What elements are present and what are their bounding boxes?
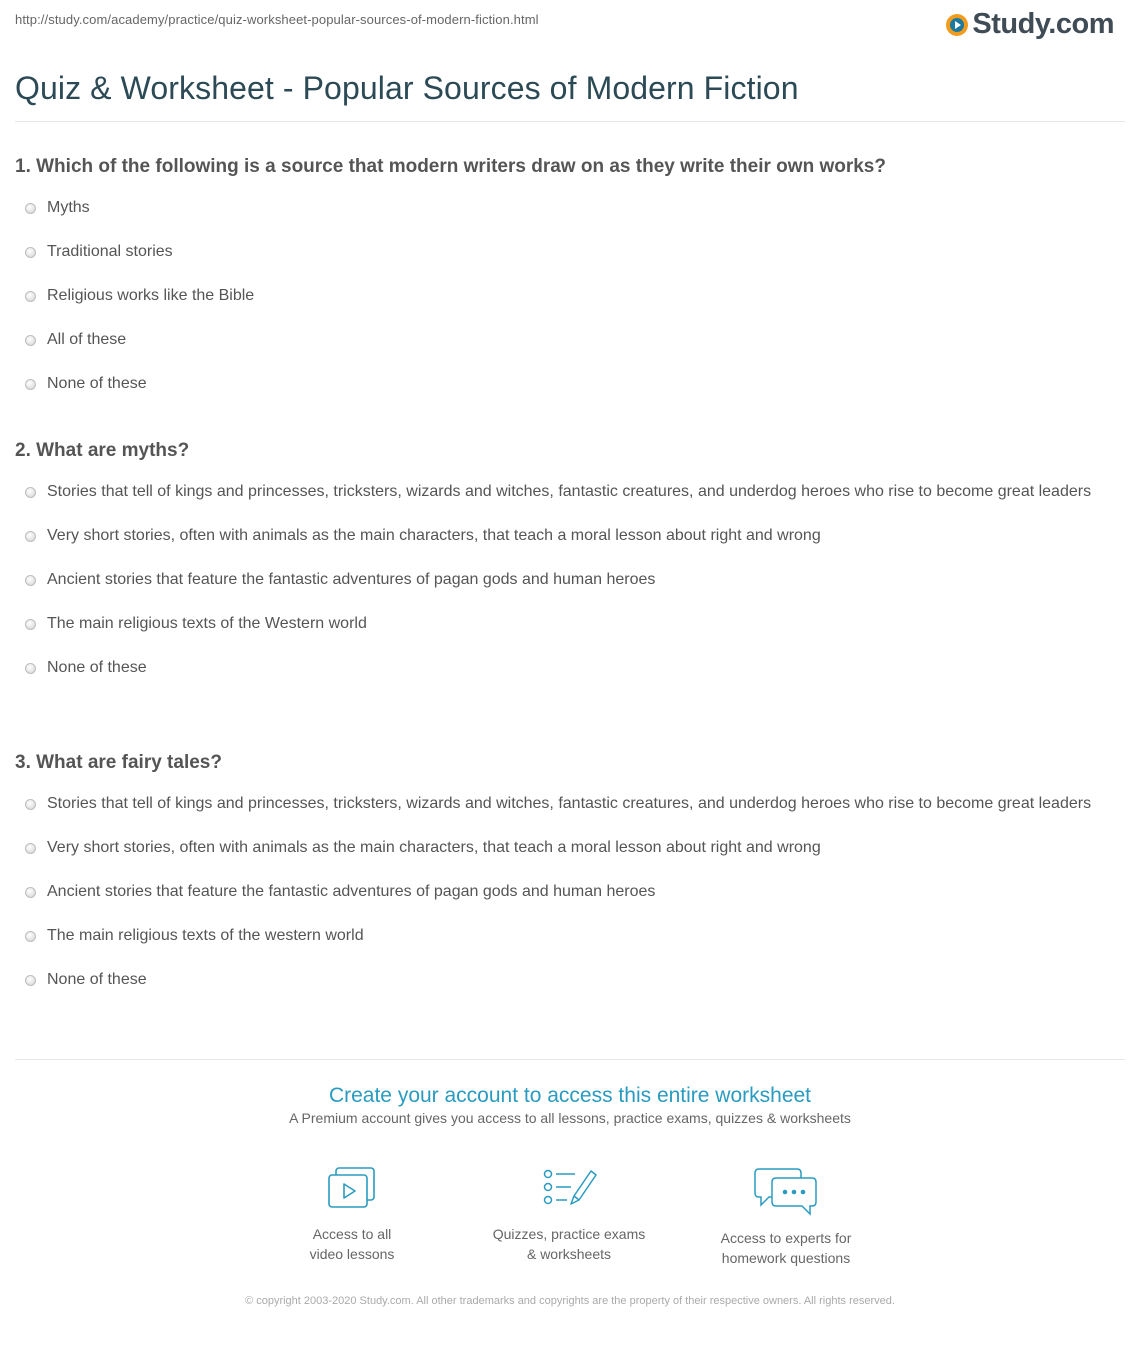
answer-option[interactable] [15,966,1125,994]
answer-label: Ancient stories that feature the fantastic adventures of pagan gods and human heroes [47,883,656,900]
question-2 [15,436,1125,698]
answer-label: None of these [47,971,147,988]
answer-list [15,790,1125,994]
answer-option[interactable] [15,654,1125,682]
answer-option[interactable] [15,790,1125,818]
logo-text: Study.com [972,7,1114,40]
answer-option[interactable] [15,238,1125,266]
study-logo[interactable] [946,7,1114,41]
answer-list [15,194,1125,398]
answer-label: Religious works like the Bible [47,287,255,304]
answer-label: Ancient stories that feature the fantastic adventures of pagan gods and human heroes [47,571,656,588]
chat-bubbles-icon [754,1166,818,1216]
feature-label: Access to all video lessons [309,1226,395,1262]
answer-label: Stories that tell of kings and princesses, tricksters, wizards and witches, fantastic creatures, and underdog heroes who rise to become great leaders [47,795,1092,812]
answer-option[interactable] [15,878,1125,906]
answer-option[interactable] [15,194,1125,222]
page-url: http://study.com/academy/practice/quiz-worksheet-popular-sources-of-modern-fiction.html [15,12,539,27]
page-title: Quiz & Worksheet - Popular Sources of Modern Fiction [15,70,799,106]
answer-option[interactable] [15,834,1125,862]
answer-list [15,478,1125,682]
answer-label: Very short stories, often with animals as the main characters, that teach a moral lesson about right and wrong [47,527,821,544]
question-3 [15,748,1125,1010]
answer-option[interactable] [15,370,1125,398]
question-text: 3. What are fairy tales? [15,752,222,773]
answer-label: All of these [47,331,127,348]
question-1 [15,152,1125,414]
signup-cta [0,1083,1140,1126]
cta-subtitle: A Premium account gives you access to all lessons, practice exams, quizzes & worksheets [289,1110,851,1126]
radio-button[interactable] [25,487,36,498]
answer-label: Very short stories, often with animals as the main characters, that teach a moral lesson about right and wrong [47,839,821,856]
question-text: 1. Which of the following is a source that modern writers draw on as they write their own works? [15,156,886,177]
radio-button[interactable] [25,379,36,390]
answer-label: The main religious texts of the Western world [47,615,367,632]
feature-label: Access to experts for homework questions [720,1230,852,1266]
answer-option[interactable] [15,478,1125,506]
feature-experts [696,1166,876,1268]
feature-label: Quizzes, practice exams & worksheets [492,1226,646,1262]
radio-button[interactable] [25,203,36,214]
answer-label: None of these [47,659,147,676]
answer-label: The main religious texts of the western world [47,927,364,944]
section-divider [15,1059,1125,1060]
feature-video-lessons [262,1166,442,1264]
answer-option[interactable] [15,922,1125,950]
answer-option[interactable] [15,326,1125,354]
answer-label: Traditional stories [47,243,173,260]
radio-button[interactable] [25,575,36,586]
study-logo-icon [946,14,968,36]
radio-button[interactable] [25,975,36,986]
answer-option[interactable] [15,566,1125,594]
answer-label: Stories that tell of kings and princesses, tricksters, wizards and witches, fantastic creatures, and underdog heroes who rise to become great leaders [47,483,1092,500]
radio-button[interactable] [25,531,36,542]
radio-button[interactable] [25,799,36,810]
copyright-footer: © copyright 2003-2020 Study.com. All other trademarks and copyrights are the property of their respective owners. All rights reserved. [245,1295,895,1307]
answer-label: None of these [47,375,147,392]
radio-button[interactable] [25,619,36,630]
answer-label: Myths [47,199,90,216]
cta-title-link[interactable]: Create your account to access this entire worksheet [328,1084,812,1107]
radio-button[interactable] [25,247,36,258]
answer-option[interactable] [15,282,1125,310]
radio-button[interactable] [25,887,36,898]
answer-option[interactable] [15,522,1125,550]
feature-quizzes [479,1166,659,1264]
radio-button[interactable] [25,291,36,302]
video-lessons-icon [326,1166,378,1212]
radio-button[interactable] [25,931,36,942]
radio-button[interactable] [25,335,36,346]
quiz-checklist-icon [541,1166,597,1212]
answer-option[interactable] [15,610,1125,638]
radio-button[interactable] [25,663,36,674]
radio-button[interactable] [25,843,36,854]
question-text: 2. What are myths? [15,440,190,461]
title-divider [15,121,1125,122]
